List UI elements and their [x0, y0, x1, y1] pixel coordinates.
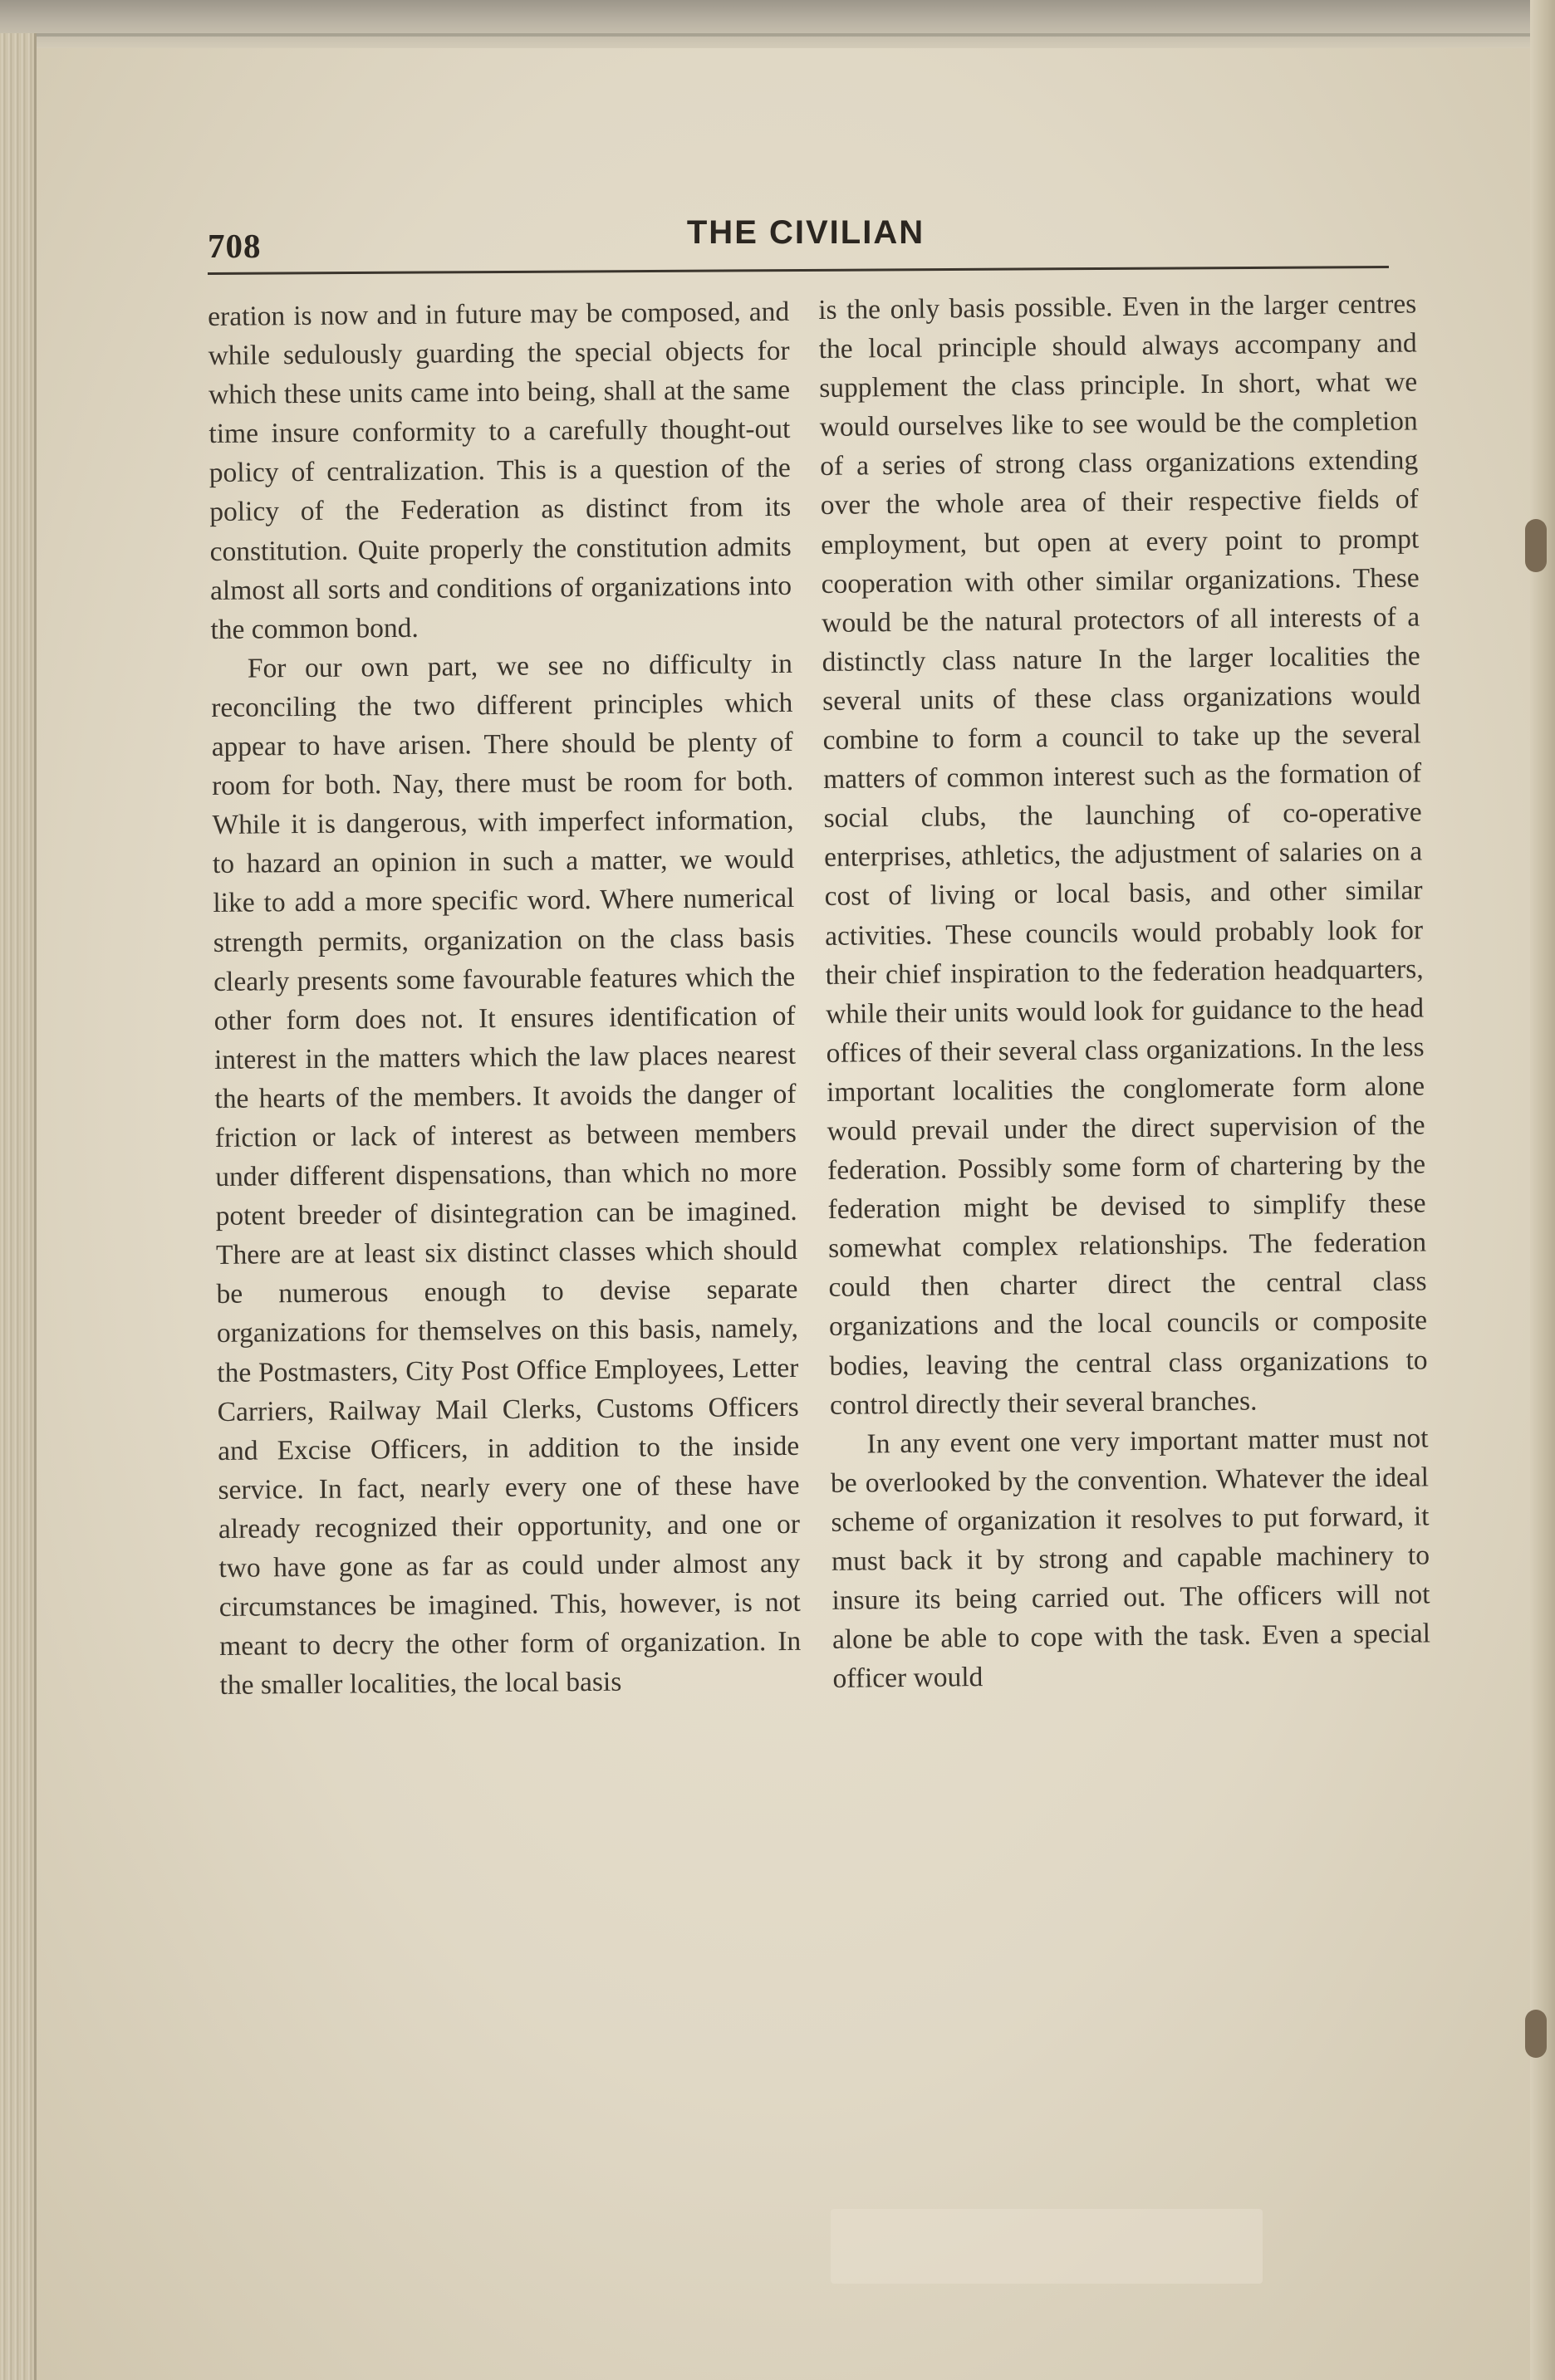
right-column [818, 284, 1431, 1698]
paragraph: eration is now and in future may be composed, and while sedulously guarding the special objects for which these units came into being, shall at the same time insure conformity to a carefully thought-out policy of centralization. This is a question of the policy of the Federation as distinct from its constitution. Quite properly the constitution admits almost all sorts and conditions of organizations into the common bond. [208, 296, 792, 645]
paragraph: is the only basis possible. Even in the larger centres the local principle should always accompany and supplement the class principle. In short, what we would ourselves like to see would be the completion of a series of strong class organizations extending over the whole area of their respective fields of employment, but open at every point to prompt cooperation with other similar organizations. These would be the natural protectors of all interests of a distinctly class nature In the larger localities the several units of these class organizations would combine to form a council to take up the several matters of common interest such as the formation of social clubs, the launching of co-operative enterprises, athletics, the adjustment of salaries on a cost of living or local basis, and other similar activities. These councils would probably look for their chief inspiration to the federation headquarters, while their units would look for guidance to the head offices of their several class organizations. In the less important localities the conglomerate form alone would prevail under the direct supervision of the federation. Possibly some form of chartering by the federation might be devised to simplify these somewhat complex relationships. The federation could then charter direct the central class organizations and the local councils or composite bodies, leaving the central class organizations to control directly their several branches. [818, 288, 1428, 1421]
left-page-edges [0, 33, 37, 2380]
binding-tab-mark [1525, 2010, 1547, 2058]
binding-tab-mark [1525, 519, 1547, 572]
left-column [208, 292, 802, 1705]
paragraph: For our own part, we see no difficulty in reconciling the two different principles which appear to have arisen. There should be plenty of room for both. Nay, there must be room for both. While it is dangerous, with imperfect information, to hazard an opinion in such a matter, we would like to add a more specific word. Where numerical strength permits, organization on the class basis clearly presents some favourable features which the other form does not. It ensures identification of interest in the matters which the law places nearest the hearts of the members. It avoids the danger of friction or lack of interest as between members under different dispensations, than which no more potent breeder of disintegration can be imagined. There are at least six distinct classes which should be numerous enough to devise separate organizations for themselves on this basis, namely, the Postmasters, City Post Office Employees, Letter Carriers, Railway Mail Clerks, Customs Officers and Excise Officers, in addition to the inside service. In fact, nearly every one of these have already recognized their opportunity, and one or two have gone as far as could under almost any circumstances be imagined. This, however, is not meant to decry the other form of organization. In the smaller localities, the local basis [211, 648, 802, 1702]
running-head: THE CIVILIAN [686, 214, 925, 251]
header-rule [208, 266, 1389, 275]
paragraph: In any event one very important matter must not be overlooked by the convention. Whatever the ideal scheme of organization it resolves to put forward, it must back it by strong and capable machinery to insure its being carried out. The officers will not alone be able to cope with the task. Even a special officer would [830, 1423, 1431, 1695]
paper-stain [831, 2209, 1263, 2284]
page-number: 708 [208, 227, 262, 265]
top-page-edge [0, 0, 1555, 48]
